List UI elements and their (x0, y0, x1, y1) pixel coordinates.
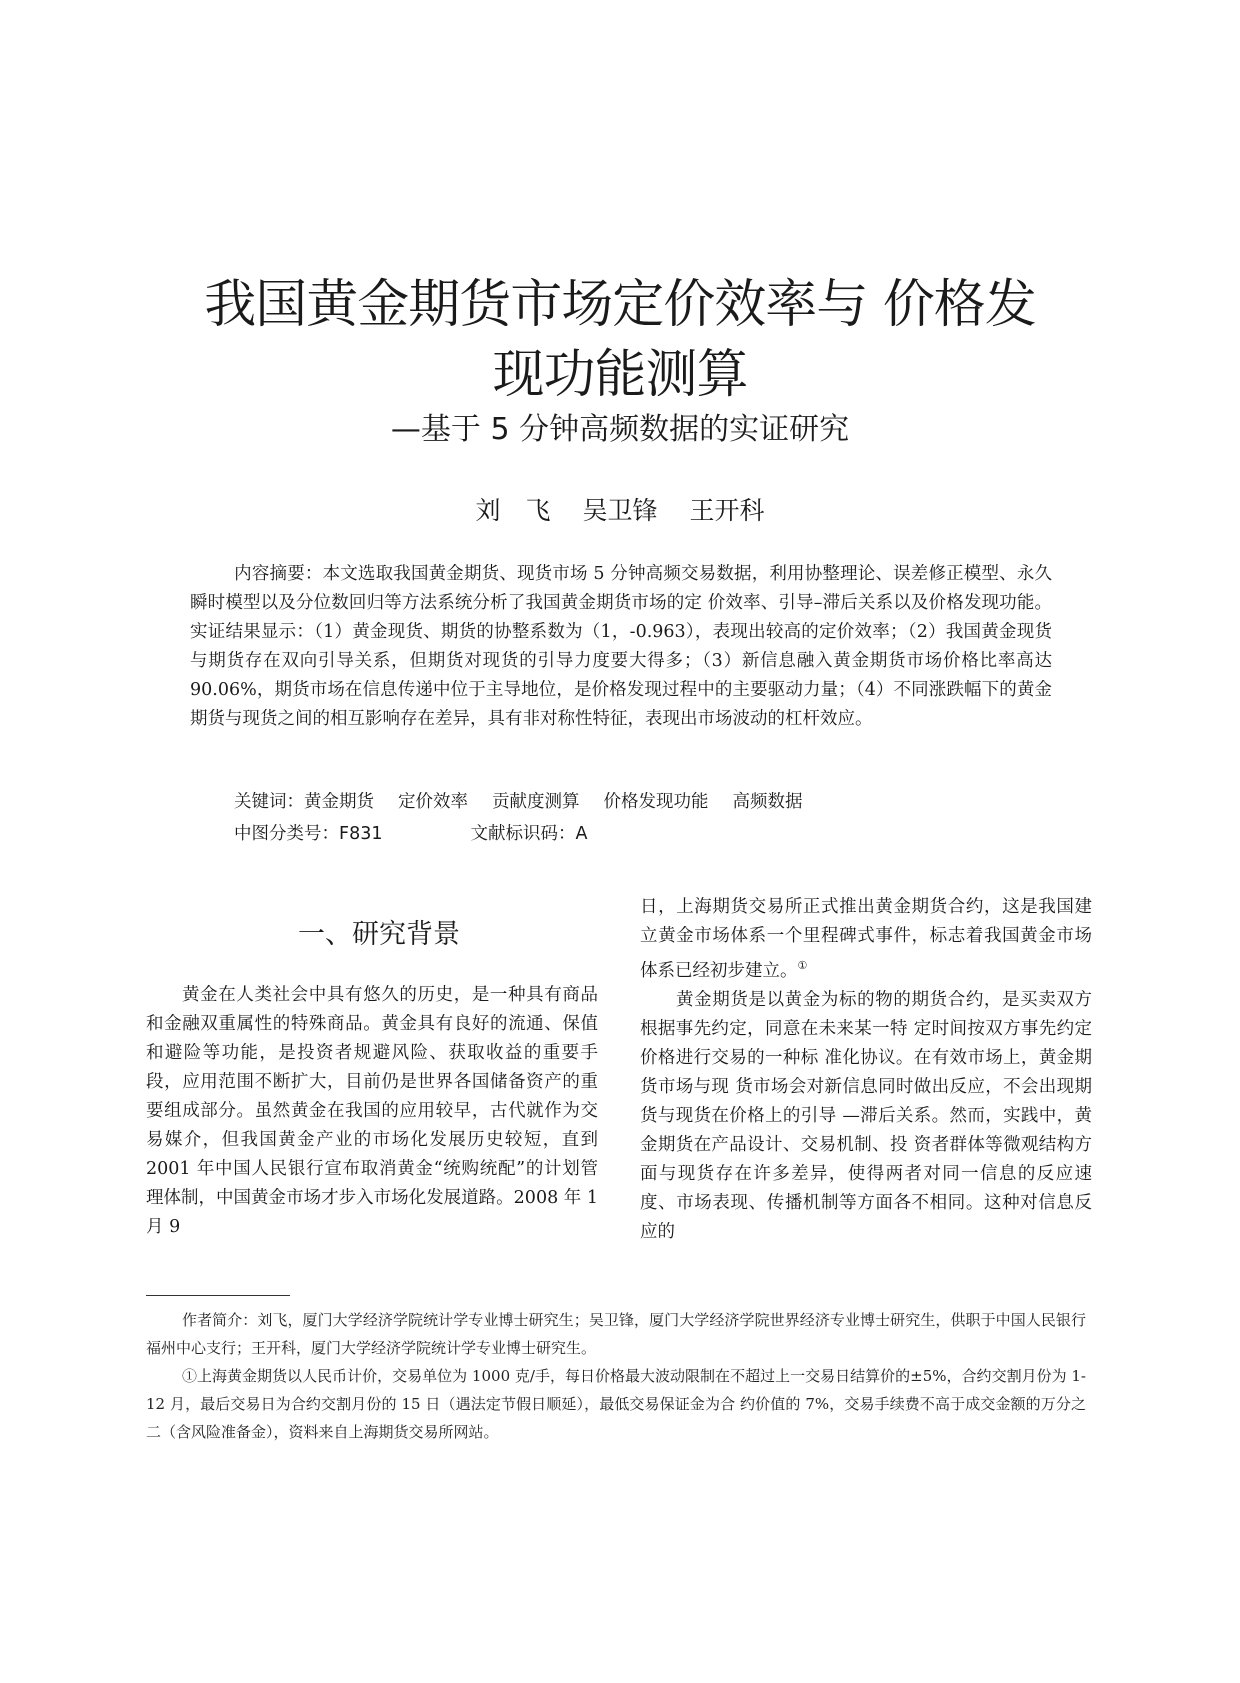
abstract-label: 内容摘要 (234, 564, 305, 584)
keyword: 价格发现功能 (603, 792, 709, 812)
right-column (640, 893, 1092, 1247)
document-code: 文献标识码：A (470, 824, 588, 844)
author-name: 王开科 (689, 496, 765, 525)
author-list (140, 494, 1100, 528)
author-name: 刘 飞 (475, 496, 551, 525)
keywords (234, 788, 803, 816)
author-bio-label: 作者简介 (182, 1311, 243, 1329)
author-bio (146, 1306, 1086, 1362)
footnote-divider (146, 1295, 290, 1296)
body-paragraph (640, 893, 1092, 986)
keywords-label: 关键词 (234, 792, 287, 812)
footnotes (146, 1306, 1086, 1446)
author-name: 吴卫锋 (582, 496, 658, 525)
section-heading: 一、研究背景 (298, 919, 460, 950)
footnote-1: ①上海黄金期货以人民币计价，交易单位为 1000 克/手，每日价格最大波动限制在不超过上一交易日结算价的±5%，合约交割月份为 1- 12 月，最后交易日为合约交割月份的 15 日（遇法定节假日顺延），最低交易保证金为合 约价值的 7%，交易手续费不高于成交金额的万分之二（含风险准备金），资料来自上海期货交易所网站。 (146, 1367, 1086, 1441)
paragraph-text: 日，上海期货交易所正式推出黄金期货合约，这是我国建立黄金市场体系一个里程碑式事件，标志着我国黄金市场体系已经初步建立。 (640, 897, 1092, 981)
body-paragraph: 黄金期货是以黄金为标的物的期货合约，是买卖双方根据事先约定，同意在未来某一特 定时间按双方事先约定价格进行交易的一种标 准化协议。在有效市场上，黄金期货市场与现 货市场会对新信息同时做出反应，不会出现期 货与现货在价格上的引导 —滞后关系。然而，实践中，黄金期货在产品设计、交易机制、投 资者群体等微观结构方面与现货存在许多差异，使得两者对同一信息的反应速度、市场表现、传播机制等方面各不相同。这种对信息反应的 (640, 989, 1092, 1242)
clc-number: 中图分类号：F831 (234, 824, 383, 844)
body-paragraph: 黄金在人类社会中具有悠久的历史，是一种具有商品和金融双重属性的特殊商品。黄金具有良好的流通、保值和避险等功能，是投资者规避风险、获取收益的重要手段，应用范围不断扩大，目前仍是世界各国储备资产的重要组成部分。虽然黄金在我国的应用较早，古代就作为交易媒介，但我国黄金产业的市场化发展历史较短，直到 2001 年中国人民银行宣布取消黄金“统购统配”的计划管理体制，中国黄金市场才步入市场化发展道路。2008 年 1 月 9 (146, 985, 598, 1237)
keywords-separator: ： (286, 792, 304, 812)
title-line-2: 现功能测算 (492, 345, 748, 405)
paper-title (140, 270, 1100, 410)
left-column (146, 915, 598, 1242)
title-line-1: 我国黄金期货市场定价效率与 价格发 (204, 275, 1036, 335)
classification (234, 820, 587, 848)
keyword: 贡献度测算 (492, 792, 580, 812)
author-bio-text: ：刘飞，厦门大学经济学院统计学专业博士研究生；吴卫锋，厦门大学经济学院世界经济专业博士研究生，供职于中国人民银行福州中心支行；王开科，厦门大学经济学院统计学专业博士研究生。 (146, 1311, 1086, 1357)
abstract (190, 560, 1052, 734)
keyword: 定价效率 (398, 792, 468, 812)
paper-subtitle: —基于 5 分钟高频数据的实证研究 (390, 412, 850, 447)
keyword: 高频数据 (732, 792, 803, 812)
footnote-marker[interactable]: ① (797, 959, 808, 972)
keyword: 黄金期货 (304, 792, 374, 812)
abstract-text: ：本文选取我国黄金期货、现货市场 5 分钟高频交易数据，利用协整理论、误差修正模型、永久瞬时模型以及分位数回归等方法系统分析了我国黄金期货市场的定 价效率、引导–滞后关系以及价格发现功能。实证结果显示：（1）黄金现货、期货的协整系数为（1，-0.963），表现出较高的定价效率；（2）我国黄金现货与期货存在双向引导关系，但期货对现货的引导力度要大得多；（3）新信息融入黄金期货市场价格比率高达 90.06%，期货市场在信息传递中位于主导地位，是价格发现过程中的主要驱动力量；（4）不同涨跌幅下的黄金期货与现货之间的相互影响存在差异，具有非对称性特征，表现出市场波动的杠杆效应。 (190, 564, 1053, 729)
